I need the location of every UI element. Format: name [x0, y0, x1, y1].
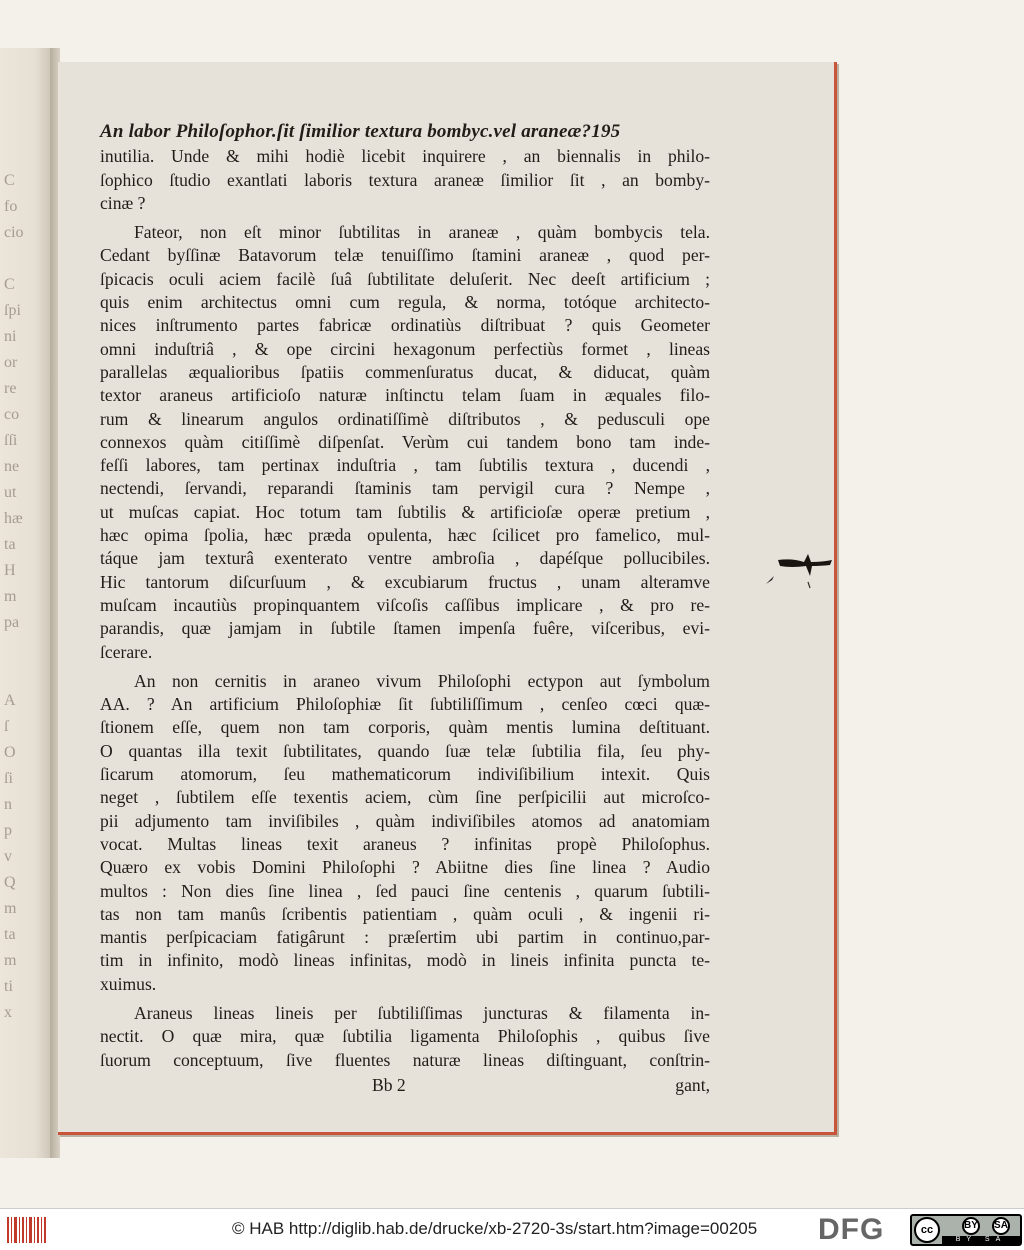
previous-page-fragment: cio — [4, 224, 24, 241]
text-line: Cedant byſſinæ Batavorum telæ tenuiſſimo ſtamini araneæ , quod per- — [100, 245, 710, 266]
text-line: ſuorum conceptuum, ſive fluentes naturæ lineas diſtinguant, conſtrin- — [100, 1049, 710, 1070]
text-line: xuimus. — [100, 973, 157, 994]
text-line: Araneus lineas lineis per ſubtiliſſimas juncturas & filamenta in- — [134, 1002, 710, 1023]
ink-blot-mark — [764, 550, 834, 590]
previous-page-fragment: m — [4, 952, 17, 969]
text-line: vocat. Multas lineas texit araneus ? infinitas propè Philoſophus. — [100, 833, 710, 854]
previous-page-fragment: x — [4, 1004, 12, 1021]
paragraph-3 — [100, 670, 710, 996]
previous-page-fragment: ne — [4, 458, 20, 475]
previous-page-fragment — [4, 246, 48, 272]
text-line: ſpicacis oculi aciem facilè ſuâ ſubtilitate deluſerit. Nec deeſt artificium ; — [100, 268, 710, 289]
previous-page-fragment: ni — [4, 328, 17, 345]
previous-page-fragment: C — [4, 276, 15, 293]
running-head: An labor Philoſophor.ſit ſimilior textura bombyc.vel araneæ?195 — [100, 121, 621, 142]
text-line: Fateor, non eſt minor ſubtilitas in araneæ , quàm bombycis tela. — [134, 222, 710, 243]
text-line: muſcam incautiùs propinquantem viſcoſis caſſibus implicare , & pro re- — [100, 594, 710, 615]
text-line: feſſi labores, tam pertinax induſtria , tam ſubtilis textura , ducendi , — [100, 455, 710, 476]
previous-page-fragment — [4, 662, 48, 688]
text-line: parandis, quæ jamjam in ſubtile ſtamen impenſa fuêre, viſceribus, evi- — [100, 618, 710, 639]
previous-page-fragment: O — [4, 744, 16, 761]
previous-page-fragment — [4, 636, 48, 662]
previous-page-fragment: hæ — [4, 510, 23, 527]
page-footer-row — [100, 1074, 710, 1100]
previous-page-fragment: ſpi — [4, 302, 21, 319]
previous-page-fragment: m — [4, 588, 17, 605]
paragraph-1 — [100, 145, 710, 215]
text-line: connexos quàm citiſſimè diſpenſat. Verùm cui tandem bono tam inde- — [100, 431, 710, 452]
cc-by-sa-license-badge[interactable] — [910, 1214, 1022, 1246]
text-line: An non cernitis in araneo vivum Philoſophi ectypon aut ſymbolum — [134, 670, 710, 691]
previous-page-fragment: pa — [4, 614, 20, 631]
text-line: Hic tantorum diſcurſuum , & excubiarum fructus , unam alteramve — [100, 571, 710, 592]
text-line: AA. ? An artificium Philoſophiæ ſit ſubtiliſſimum , cenſeo cœci quæ- — [100, 694, 710, 715]
viewer-footer — [0, 1208, 1024, 1250]
text-line: hæc opima ſpolia, hæc præda opulenta, hæc ſcilicet pro famelico, mul- — [100, 525, 710, 546]
previous-page-fragment: Q — [4, 874, 16, 891]
text-line: mantis perſpicaciam fatigârunt : præſertim ubi partim in continuo,par- — [100, 927, 710, 948]
text-line: ſophico ſtudio exantlati laboris textura araneæ ſimilior ſit , an bomby- — [100, 169, 710, 190]
text-line: nectendi, ſervandi, reparandi ſtaminis tam pervigil cura ? Nempe , — [100, 478, 710, 499]
previous-page-fragment: fo — [4, 198, 18, 215]
page-text — [100, 120, 710, 1100]
source-url-link[interactable]: © HAB http://diglib.hab.de/drucke/xb-2720-3s/start.htm?image=00205 — [232, 1219, 758, 1238]
text-line: tim in infinito, modò lineas infinitas, modò in lineis infinita puncta te- — [100, 950, 710, 971]
text-line: tas non tam manûs ſcribentis patientiam , quàm oculi , & ingenii ri- — [100, 903, 710, 924]
previous-page-fragment: ſſi — [4, 432, 18, 449]
text-line: textor araneus artificioſo naturæ inſtinctu telam ſuam in æquales filo- — [100, 385, 710, 406]
previous-page-fragment: v — [4, 848, 12, 865]
cc-icon: cc — [914, 1217, 940, 1243]
previous-page-fragment: or — [4, 354, 18, 371]
license-strip: BY SA — [942, 1236, 1020, 1244]
previous-page-fragment: ta — [4, 926, 16, 943]
text-line: omni induſtriâ , & ope circini hexagonum perfectiùs formet , lineas — [100, 338, 710, 359]
text-line: ſicarum atomorum, ſeu mathematicorum indiviſibilium intexit. Quis — [100, 764, 710, 785]
book-page — [58, 62, 837, 1135]
previous-page-fragment: ut — [4, 484, 17, 501]
text-line: quis enim architectus omni cum regula, & norma, totóque architecto- — [100, 292, 710, 313]
previous-page-fragment: n — [4, 796, 12, 813]
text-line: cinæ ? — [100, 192, 146, 213]
previous-page-fragment: ta — [4, 536, 16, 553]
previous-page-text-fragments — [4, 168, 48, 1026]
previous-page-fragment: p — [4, 822, 12, 839]
share-alike-icon: SA — [992, 1217, 1010, 1235]
text-line: rum & linearum angulos ordinatiſſimè diſtributos , & pedusculi ope — [100, 408, 710, 429]
paragraph-2 — [100, 221, 710, 664]
previous-page-fragment: H — [4, 562, 16, 579]
text-line: nectit. O quæ mira, quæ ſubtilia ligamenta Philoſophis , quibus ſive — [100, 1026, 710, 1047]
text-line: ut muſcas capiat. Hoc totum tam ſubtilis & artificioſæ operæ pretium , — [100, 501, 710, 522]
text-line: ſtionem eſſe, quem non tam corporis, quàm mentis lumina deſtituant. — [100, 717, 710, 738]
previous-page-fragment: ſ — [4, 718, 9, 735]
text-line: parallelas æqualioribus ſpatiis commenſuratus ducat, & diducat, quàm — [100, 361, 710, 382]
text-line: multos : Non dies ſine linea , ſed pauci ſine centenis , quarum ſubtili- — [100, 880, 710, 901]
previous-page-fragment: ti — [4, 978, 13, 995]
paragraph-4 — [100, 1002, 710, 1072]
dfg-logo: DFG — [818, 1213, 885, 1246]
text-line: nices inſtrumento partes fabricæ ordinatiùs diſtribuat ? quis Geometer — [100, 315, 710, 336]
catchword: gant, — [675, 1074, 710, 1095]
previous-page-fragment: re — [4, 380, 17, 397]
previous-page-fragment: C — [4, 172, 15, 189]
text-line: Quæro ex vobis Domini Philoſophi ? Abiitne dies ſine linea ? Audio — [100, 857, 710, 878]
previous-page-fragment: A — [4, 692, 16, 709]
by-attribution-icon: BY — [962, 1217, 980, 1235]
barcode-icon — [6, 1215, 46, 1245]
text-line: táque jam texturâ exenterato ventre ambroſia , dapéſque pollucibiles. — [100, 548, 710, 569]
text-line: neget , ſubtilem eſſe texentis aciem, cùm ſine perſpicilii aut microſco- — [100, 787, 710, 808]
previous-page-fragment: m — [4, 900, 17, 917]
signature-mark: Bb 2 — [372, 1074, 406, 1095]
previous-page-edge — [0, 48, 51, 1158]
text-line: pii adjumento tam inviſibiles , quàm indiviſibiles atomos ad anatomiam — [100, 810, 710, 831]
text-line: O quantas illa texit ſubtilitates, quando ſuæ telæ ſubtilia fila, ſeu phy- — [100, 740, 710, 761]
previous-page-fragment: ſi — [4, 770, 13, 787]
previous-page-fragment: co — [4, 406, 20, 423]
text-line: ſcerare. — [100, 641, 153, 662]
text-line: inutilia. Unde & mihi hodiè licebit inquirere , an biennalis in philo- — [100, 146, 710, 167]
